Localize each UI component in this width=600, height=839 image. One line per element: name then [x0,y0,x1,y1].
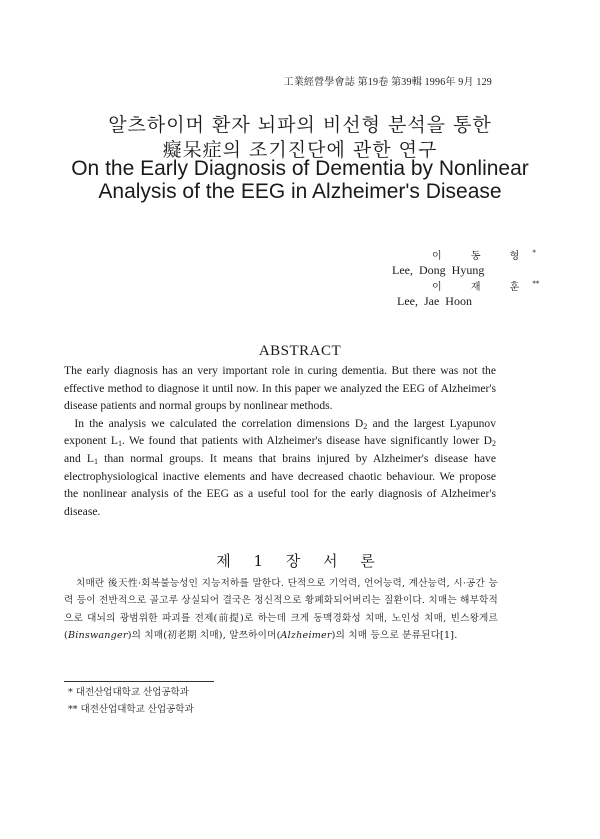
section-1-text-a: 치매란 後天性·회복불능성인 지능저하를 말한다. 단적으로 기억력, 언어능력, 계산능력, 시·공간 능력 등이 전반적으로 골고루 상실되어 결국은 정신적으로 황폐화되어버리는 질환이다. 치매는 해부학적으로 대뇌의 광범위한 파괴를 전제(前提)로 하는데 크게 동맥경화성 치매, 노인성 치매, 빈스왕게르( [64,578,498,642]
subscript-d: 2 [363,421,368,431]
running-header: 工業經營學會誌 第19卷 第39輯 1996年 9月 129 [283,77,492,88]
abstract-body [64,362,496,520]
abstract-heading: ABSTRACT [258,343,342,359]
author-1-mark: * [532,249,536,257]
footnote-divider [64,681,214,682]
abstract-p2-part-c: . We found that patients with Alzheimer's disease have significantly lower D [121,434,492,448]
author-2-english: Lee, Jae Hoon [397,294,472,308]
title-korean-line-2: 癡呆症의 조기진단에 관한 연구 [162,139,438,161]
section-1-text-binswanger: Binswanger [67,630,128,642]
title-english-line-1: On the Early Diagnosis of Dementia by Nonlinear [71,157,529,180]
footnote-1: * 대전산업대학교 산업공학과 [68,687,189,698]
abstract-p2-part-a: In the analysis we calculated the correlation dimensions D [74,416,364,430]
abstract-p2-part-b: and the largest Lyapunov exponent L [64,416,497,448]
author-2-korean-name: 이 재 훈 [432,282,533,293]
author-2-korean [432,278,539,293]
subscript-l: 1 [117,439,122,449]
abstract-p2-part-e: than normal groups. It means that brains injured by Alzheimer's disease have electrophysiological inactive elements and have decreased chaotic behaviour. We propose the nonlinear analysis of the EEG as a useful tool for the early diagnosis of Alzheimer's disease. [64,451,496,518]
author-1-korean-name: 이 동 형 [432,251,533,262]
section-1-text-e: )의 치매 등으로 분류된다[1]. [331,630,458,642]
subscript-l: 1 [93,456,98,466]
author-1-korean [432,247,536,262]
abstract-paragraph-2 [64,415,496,521]
author-2-mark: ** [532,280,540,288]
subscript-d: 2 [492,439,496,449]
footnote-2: ** 대전산업대학교 산업공학과 [68,704,194,715]
section-1-text-c: )의 치매(初老期 치매), 알쯔하이머( [127,630,281,642]
abstract-paragraph-1: The early diagnosis has an very important role in curing dementia. But there was not the effective method to diagnose it until now. In this paper we analyzed the EEG of Alzheimer's disease patients and normal groups by nonlinear methods. [64,364,496,413]
author-1-english: Lee, Dong Hyung [392,263,485,277]
section-1-text-alzheimer: Alzheimer [280,630,332,642]
title-korean-line-1: 알츠하이머 환자 뇌파의 비선형 분석을 통한 [108,114,492,136]
title-english-line-2: Analysis of the EEG in Alzheimer's Disease [98,180,502,203]
section-1-heading: 제 1 장 서 론 [216,552,384,570]
section-1-body [64,575,498,645]
abstract-p2-part-d: and L [64,451,94,465]
section-1-paragraph [64,575,498,645]
